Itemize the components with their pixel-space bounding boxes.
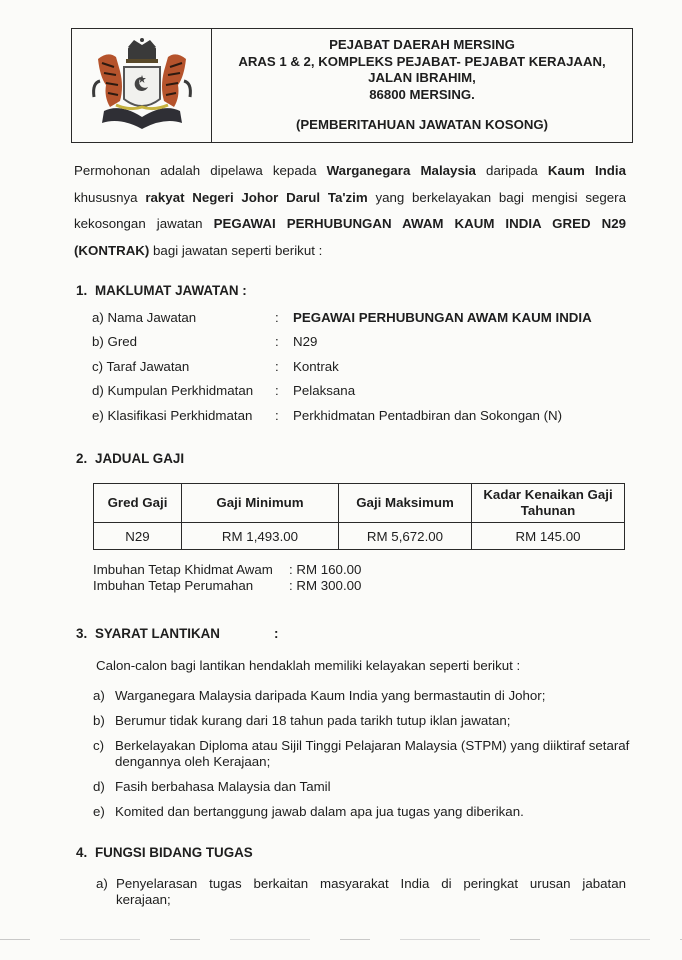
info-label: e) Klasifikasi Perkhidmatan	[92, 407, 253, 423]
column-header: Gred Gaji	[94, 484, 182, 523]
list-text: Fasih berbahasa Malaysia dan Tamil	[115, 779, 331, 794]
intro-text: bagi jawatan seperti berikut :	[149, 242, 323, 258]
info-label: d) Kumpulan Perkhidmatan	[92, 383, 254, 399]
requirements-list	[93, 688, 633, 829]
notice-title: (PEMBERITAHUAN JAWATAN KOSONG)	[295, 117, 549, 132]
intro-text: yang berkelayakan bagi mengisi segera kekosongan jawatan	[74, 189, 626, 231]
list-item	[93, 779, 633, 795]
office-address	[212, 29, 632, 142]
allowance-value: : RM 300.00	[289, 577, 362, 593]
list-text: Berkelayakan Diploma atau Sijil Tinggi Pelajaran Malaysia (STPM) yang diiktiraf setaraf dengannya oleh Kerajaan;	[115, 738, 630, 769]
section-number: 2.	[76, 451, 88, 466]
list-letter: c)	[93, 738, 105, 753]
info-value: N29	[293, 334, 318, 350]
info-row	[92, 379, 592, 404]
section-number: 1.	[76, 283, 88, 298]
position-info-list	[92, 305, 592, 428]
info-value: Kontrak	[293, 358, 339, 374]
info-colon: :	[275, 383, 279, 399]
list-item	[96, 876, 626, 908]
info-row	[92, 354, 592, 379]
column-header: Gaji Minimum	[182, 484, 339, 523]
list-letter: d)	[93, 779, 105, 794]
info-value: Perkhidmatan Pentadbiran dan Sokongan (N)	[293, 407, 563, 423]
intro-text: khususnya	[74, 189, 146, 205]
list-text: Berumur tidak kurang dari 18 tahun pada tarikh tutup iklan jawatan;	[115, 713, 511, 728]
list-item	[93, 738, 633, 770]
crest-cell	[72, 29, 212, 142]
scan-edge-divider	[0, 939, 682, 940]
table-cell: RM 5,672.00	[339, 523, 472, 550]
info-value: PEGAWAI PERHUBUNGAN AWAM KAUM INDIA	[293, 309, 592, 325]
allowance-row	[93, 562, 361, 578]
info-colon: :	[275, 309, 279, 325]
info-colon: :	[275, 334, 279, 350]
list-letter: b)	[93, 713, 105, 728]
table-cell: RM 1,493.00	[182, 523, 339, 550]
section-title: MAKLUMAT JAWATAN :	[95, 283, 247, 298]
section-2-heading	[76, 451, 184, 466]
johor-coat-of-arms-icon	[90, 37, 194, 135]
office-address-line-1: ARAS 1 & 2, KOMPLEKS PEJABAT- PEJABAT KERAJAAN,	[238, 53, 606, 69]
list-text: Penyelarasan tugas berkaitan masyarakat India di peringkat urusan jabatan kerajaan;	[116, 876, 626, 907]
info-row	[92, 403, 592, 428]
allowances-list	[93, 562, 361, 593]
salary-table	[93, 483, 625, 550]
allowance-label: Imbuhan Tetap Khidmat Awam	[93, 562, 273, 577]
intro-paragraph	[74, 158, 626, 264]
section-title: SYARAT LANTIKAN	[95, 626, 220, 641]
letterhead-box	[71, 28, 633, 143]
section-title-colon: :	[274, 626, 279, 641]
list-item	[93, 713, 633, 729]
section-4-heading	[76, 845, 253, 860]
allowance-value: : RM 160.00	[289, 562, 362, 577]
column-header: Gaji Maksimum	[339, 484, 472, 523]
allowance-row	[93, 578, 361, 594]
intro-text: daripada	[475, 163, 548, 178]
requirements-intro: Calon-calon bagi lantikan hendaklah memiliki kelayakan seperti berikut :	[96, 658, 521, 673]
section-number: 3.	[76, 626, 88, 641]
list-letter: a)	[93, 688, 105, 703]
info-row	[92, 330, 592, 355]
list-text: Warganegara Malaysia daripada Kaum India yang bermastautin di Johor;	[115, 688, 546, 703]
list-letter: a)	[96, 876, 108, 891]
info-label: c) Taraf Jawatan	[92, 358, 190, 374]
intro-emphasis: Warganegara Malaysia	[326, 163, 476, 178]
section-1-heading	[76, 283, 247, 298]
table-row	[94, 523, 625, 550]
info-label: a) Nama Jawatan	[92, 309, 197, 325]
info-colon: :	[275, 358, 279, 374]
list-text: Komited dan bertanggung jawab dalam apa jua tugas yang diberikan.	[115, 804, 524, 819]
list-item	[93, 688, 633, 704]
info-value: Pelaksana	[293, 383, 356, 399]
intro-emphasis: rakyat Negeri Johor Darul Ta'zim	[145, 189, 368, 205]
intro-emphasis: Kaum India	[547, 163, 627, 178]
list-letter: e)	[93, 804, 105, 819]
intro-text: Permohonan adalah dipelawa kepada	[74, 163, 327, 178]
info-label: b) Gred	[92, 334, 138, 350]
list-item	[93, 804, 633, 820]
office-address-line-2: JALAN IBRAHIM,	[368, 70, 476, 85]
table-cell: RM 145.00	[472, 523, 625, 550]
section-number: 4.	[76, 845, 88, 860]
office-postcode: 86800 MERSING.	[369, 86, 475, 102]
intro-emphasis: PEGAWAI PERHUBUNGAN AWAM KAUM INDIA GRED N29 (KONTRAK)	[74, 216, 626, 258]
duties-list	[96, 876, 626, 908]
section-3-heading	[76, 626, 279, 641]
office-name: PEJABAT DAERAH MERSING	[329, 37, 515, 52]
table-cell: N29	[94, 523, 182, 550]
allowance-label: Imbuhan Tetap Perumahan	[93, 577, 254, 593]
salary-table-header-row	[94, 484, 625, 523]
info-colon: :	[275, 407, 279, 423]
section-title: JADUAL GAJI	[95, 451, 185, 466]
column-header: Kadar Kenaikan Gaji Tahunan	[472, 484, 625, 523]
info-row	[92, 305, 592, 330]
section-title: FUNGSI BIDANG TUGAS	[95, 845, 253, 860]
